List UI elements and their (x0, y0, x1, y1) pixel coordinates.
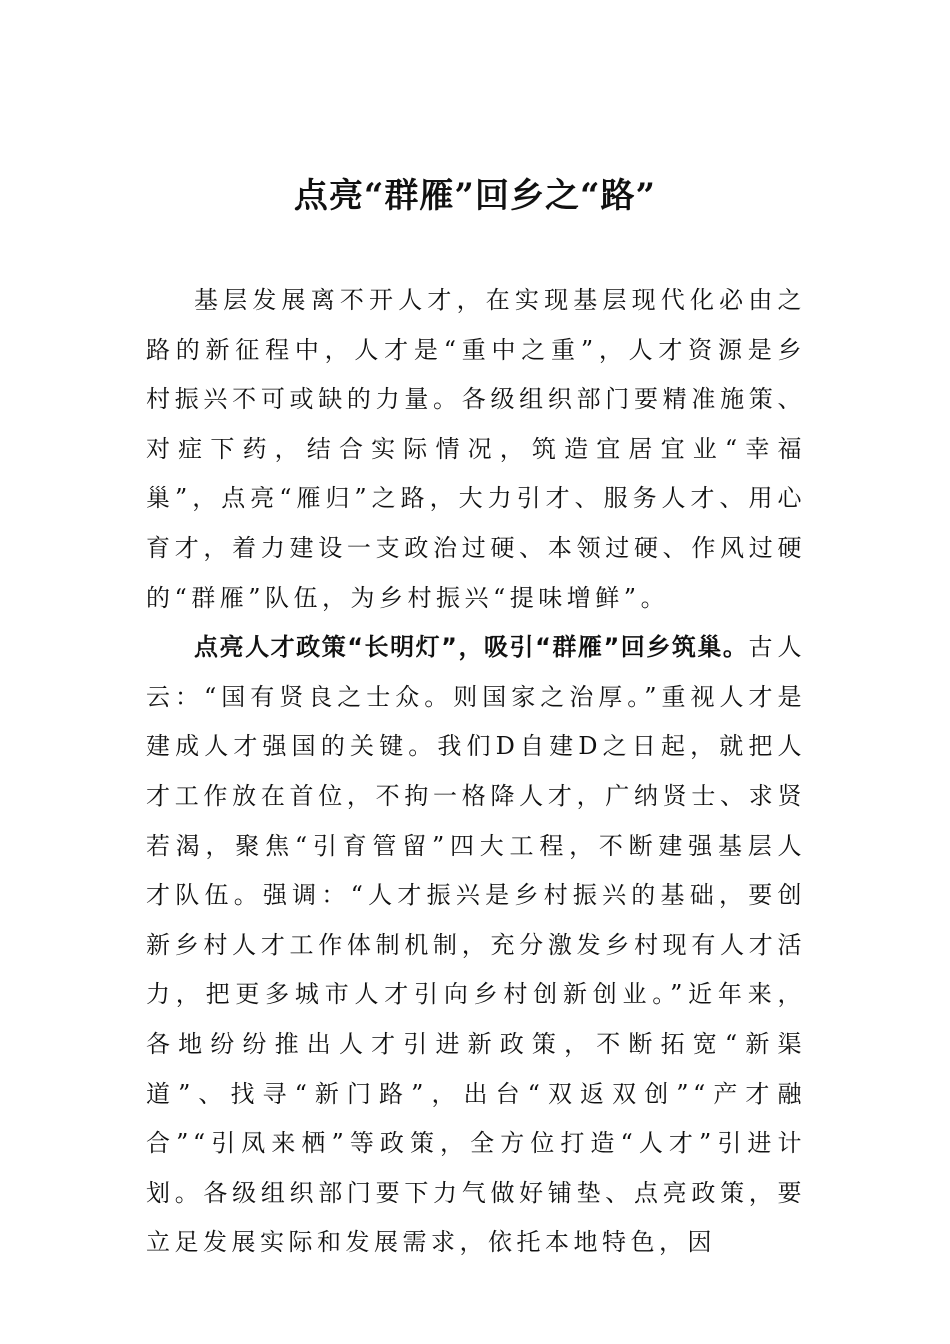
paragraph-talent-policy (146, 623, 806, 1268)
document-title: 点亮“群雁”回乡之“路” (293, 176, 657, 216)
paragraph-heading: 点亮人才政策“长明灯”，吸引“群雁”回乡筑巢。 (194, 633, 749, 662)
document-body (146, 276, 806, 1268)
paragraph-talent-policy-text: 古人云：“国有贤良之士众。则国家之治厚。”重视人才是建成人才强国的关键。我们D自建D之日起，就把人才工作放在首位，不拘一格降人才，广纳贤士、求贤若渴，聚焦“引育管留”四大工程，不断建强基层人才队伍。强调：“人才振兴是乡村振兴的基础，要创新乡村人才工作体制机制，充分激发乡村现有人才活力，把更多城市人才引向乡村创新创业。”近年来，各地纷纷推出人才引进新政策，不断拓宽“新渠道”、找寻“新门路”，出台“双返双创”“产才融合”“引凤来栖”等政策，全方位打造“人才”引进计划。各级组织部门要下力气做好铺垫、点亮政策，要立足发展实际和发展需求，依托本地特色，因 (146, 633, 807, 1257)
paragraph-intro (146, 276, 806, 623)
paragraph-intro-text: 基层发展离不开人才，在实现基层现代化必由之路的新征程中，人才是“重中之重”，人才资源是乡村振兴不可或缺的力量。各级组织部门要精准施策、对症下药，结合实际情况，筑造宜居宜业“幸福巢”，点亮“雁归”之路，大力引才、服务人才、用心育才，着力建设一支政治过硬、本领过硬、作风过硬的“群雁”队伍，为乡村振兴“提味增鲜”。 (146, 286, 806, 612)
